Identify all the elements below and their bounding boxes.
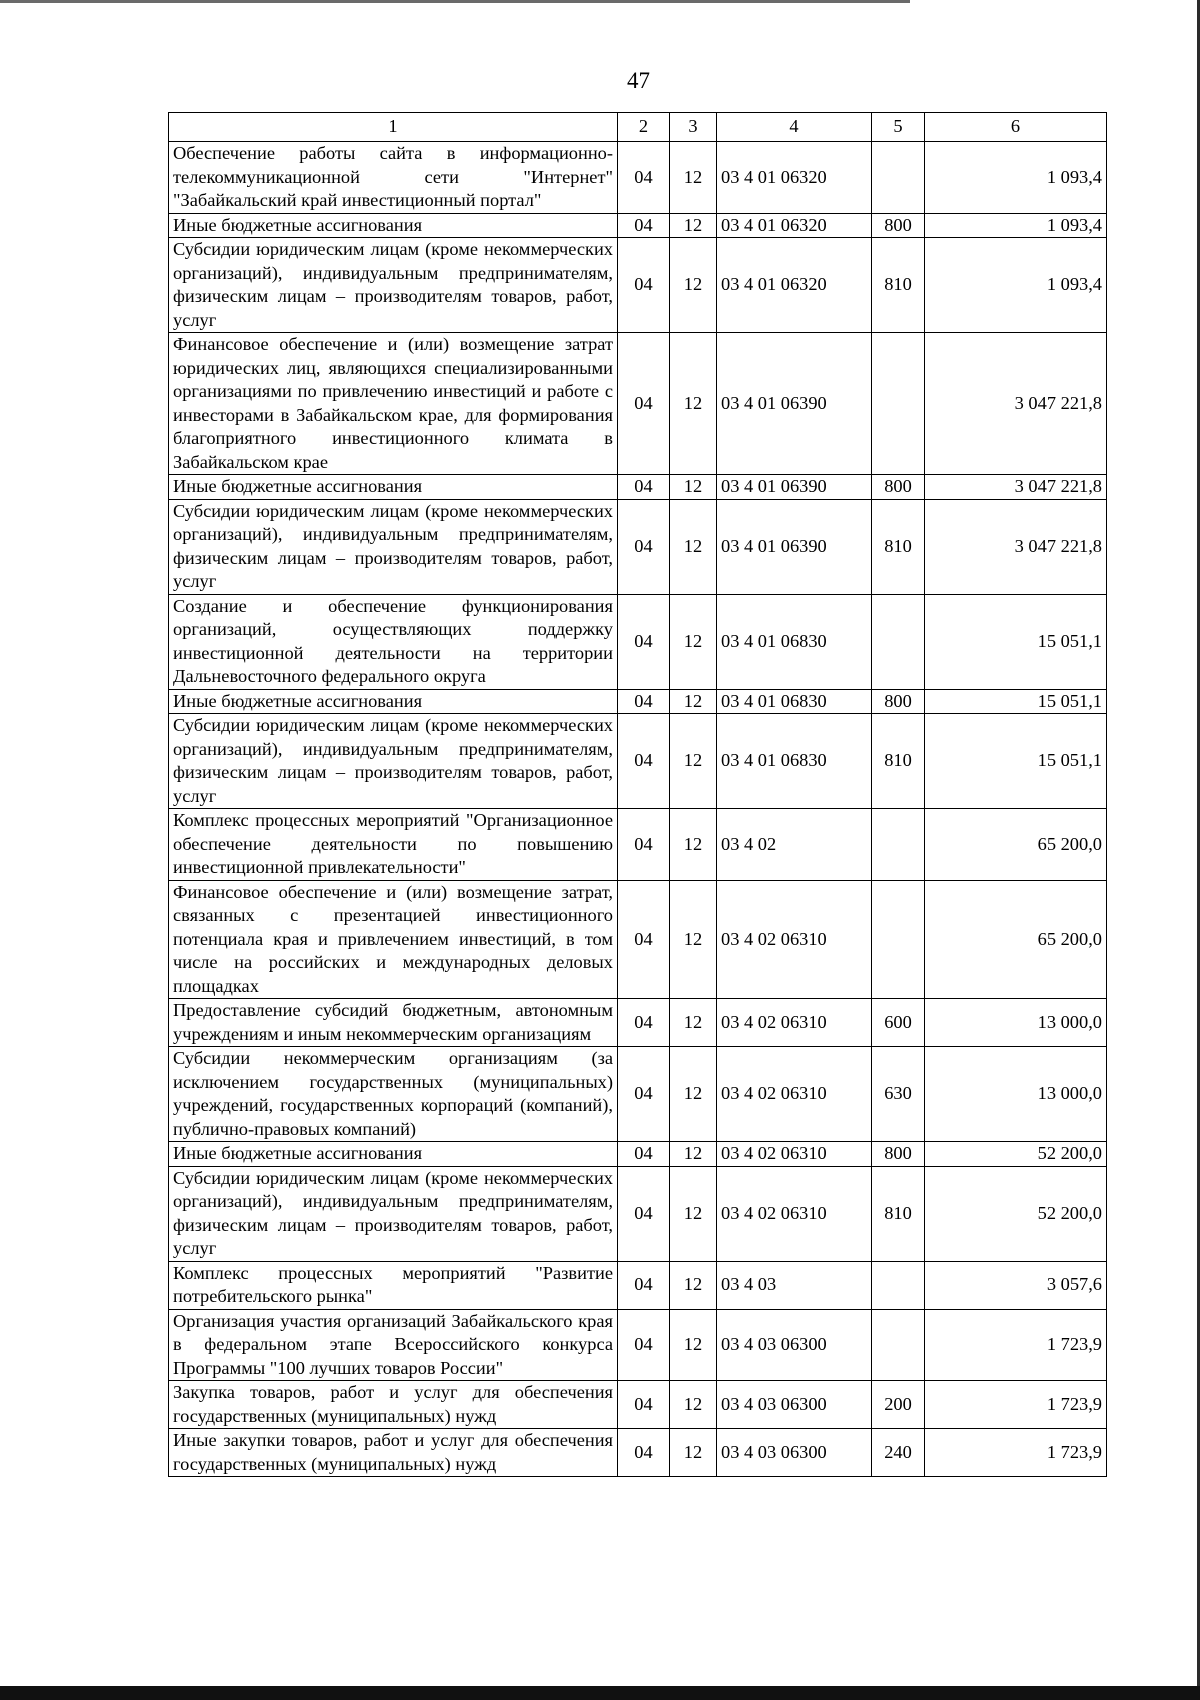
row-name: Финансовое обеспечение и (или) возмещение затрат, связанных с презентацией инвестиционного потенциала края и привлечением инвестиций, в том числе на российских и международных деловых площадках [169, 880, 618, 999]
row-amount: 52 200,0 [925, 1142, 1107, 1167]
row-expense-type: 800 [872, 689, 925, 714]
row-name: Субсидии юридическим лицам (кроме некоммерческих организаций), индивидуальным предпринимателям, физическим лицам – производителям товаров, работ, услуг [169, 499, 618, 594]
row-expense-type: 600 [872, 999, 925, 1047]
row-subsection-code: 12 [670, 1309, 717, 1381]
table-row [169, 213, 1107, 238]
row-section-code: 04 [618, 1429, 670, 1477]
row-expense-type: 800 [872, 213, 925, 238]
table-row [169, 689, 1107, 714]
table-row [169, 238, 1107, 333]
row-target-article: 03 4 01 06320 [717, 142, 872, 214]
row-amount: 52 200,0 [925, 1166, 1107, 1261]
row-expense-type [872, 1261, 925, 1309]
row-amount: 13 000,0 [925, 999, 1107, 1047]
table-row [169, 333, 1107, 475]
row-name: Создание и обеспечение функционирования организаций, осуществляющих поддержку инвестиционной деятельности на территории Дальневосточного федерального округа [169, 594, 618, 689]
header-row [169, 113, 1107, 142]
row-expense-type [872, 142, 925, 214]
row-subsection-code: 12 [670, 1381, 717, 1429]
row-amount: 3 047 221,8 [925, 333, 1107, 475]
table-row [169, 1166, 1107, 1261]
row-subsection-code: 12 [670, 880, 717, 999]
row-target-article: 03 4 01 06830 [717, 689, 872, 714]
scan-edge-top [0, 0, 910, 3]
row-section-code: 04 [618, 1309, 670, 1381]
row-subsection-code: 12 [670, 999, 717, 1047]
row-subsection-code: 12 [670, 1142, 717, 1167]
table-row [169, 880, 1107, 999]
row-subsection-code: 12 [670, 238, 717, 333]
row-expense-type: 810 [872, 714, 925, 809]
row-subsection-code: 12 [670, 689, 717, 714]
row-section-code: 04 [618, 714, 670, 809]
row-expense-type: 810 [872, 1166, 925, 1261]
row-target-article: 03 4 02 06310 [717, 1142, 872, 1167]
column-header: 3 [670, 113, 717, 142]
row-section-code: 04 [618, 809, 670, 881]
row-name: Комплекс процессных мероприятий "Развитие потребительского рынка" [169, 1261, 618, 1309]
row-expense-type: 240 [872, 1429, 925, 1477]
column-header: 6 [925, 113, 1107, 142]
row-target-article: 03 4 01 06830 [717, 714, 872, 809]
table-row [169, 1047, 1107, 1142]
row-target-article: 03 4 01 06320 [717, 213, 872, 238]
row-amount: 15 051,1 [925, 594, 1107, 689]
row-target-article: 03 4 01 06390 [717, 499, 872, 594]
row-expense-type [872, 809, 925, 881]
column-header: 5 [872, 113, 925, 142]
row-section-code: 04 [618, 499, 670, 594]
table-row [169, 1309, 1107, 1381]
row-amount: 1 093,4 [925, 213, 1107, 238]
table-row [169, 1142, 1107, 1167]
row-target-article: 03 4 02 06310 [717, 999, 872, 1047]
row-name: Организация участия организаций Забайкальского края в федеральном этапе Всероссийского конкурса Программы "100 лучших товаров России" [169, 1309, 618, 1381]
budget-table [168, 112, 1107, 1477]
row-expense-type [872, 333, 925, 475]
row-name: Субсидии юридическим лицам (кроме некоммерческих организаций), индивидуальным предпринимателям, физическим лицам – производителям товаров, работ, услуг [169, 1166, 618, 1261]
row-name: Субсидии некоммерческим организациям (за исключением государственных (муниципальных) учреждений, государственных корпораций (компаний), публично-правовых компаний) [169, 1047, 618, 1142]
column-header: 2 [618, 113, 670, 142]
page-number: 47 [627, 68, 650, 93]
row-section-code: 04 [618, 333, 670, 475]
row-subsection-code: 12 [670, 213, 717, 238]
row-name: Субсидии юридическим лицам (кроме некоммерческих организаций), индивидуальным предпринимателям, физическим лицам – производителям товаров, работ, услуг [169, 714, 618, 809]
table-row [169, 475, 1107, 500]
row-section-code: 04 [618, 1381, 670, 1429]
row-expense-type: 810 [872, 499, 925, 594]
row-name: Субсидии юридическим лицам (кроме некоммерческих организаций), индивидуальным предпринимателям, физическим лицам – производителям товаров, работ, услуг [169, 238, 618, 333]
row-section-code: 04 [618, 1261, 670, 1309]
row-target-article: 03 4 02 06310 [717, 880, 872, 999]
row-name: Иные закупки товаров, работ и услуг для обеспечения государственных (муниципальных) нужд [169, 1429, 618, 1477]
row-subsection-code: 12 [670, 475, 717, 500]
row-subsection-code: 12 [670, 142, 717, 214]
row-expense-type: 630 [872, 1047, 925, 1142]
table-row [169, 1261, 1107, 1309]
row-subsection-code: 12 [670, 1429, 717, 1477]
row-expense-type [872, 594, 925, 689]
row-amount: 1 723,9 [925, 1309, 1107, 1381]
row-target-article: 03 4 02 [717, 809, 872, 881]
row-expense-type [872, 880, 925, 999]
row-name: Иные бюджетные ассигнования [169, 689, 618, 714]
column-header: 4 [717, 113, 872, 142]
column-header: 1 [169, 113, 618, 142]
row-subsection-code: 12 [670, 499, 717, 594]
row-target-article: 03 4 01 06320 [717, 238, 872, 333]
row-expense-type: 800 [872, 475, 925, 500]
row-target-article: 03 4 01 06390 [717, 333, 872, 475]
row-name: Финансовое обеспечение и (или) возмещение затрат юридических лиц, являющихся специализированными организациями по привлечению инвестиций и работе с инвесторами в Забайкальском крае, для формирования благоприятного инвестиционного климата в Забайкальском крае [169, 333, 618, 475]
row-target-article: 03 4 03 06300 [717, 1429, 872, 1477]
row-target-article: 03 4 03 [717, 1261, 872, 1309]
row-name: Обеспечение работы сайта в информационно-телекоммуникационной сети "Интернет" "Забайкальский край инвестиционный портал" [169, 142, 618, 214]
row-target-article: 03 4 01 06390 [717, 475, 872, 500]
row-target-article: 03 4 02 06310 [717, 1166, 872, 1261]
row-section-code: 04 [618, 689, 670, 714]
row-amount: 3 047 221,8 [925, 475, 1107, 500]
row-amount: 1 093,4 [925, 238, 1107, 333]
row-name: Предоставление субсидий бюджетным, автономным учреждениям и иным некоммерческим организациям [169, 999, 618, 1047]
row-name: Иные бюджетные ассигнования [169, 475, 618, 500]
row-amount: 1 093,4 [925, 142, 1107, 214]
row-section-code: 04 [618, 213, 670, 238]
row-amount: 65 200,0 [925, 809, 1107, 881]
row-amount: 3 057,6 [925, 1261, 1107, 1309]
table-row [169, 1381, 1107, 1429]
row-section-code: 04 [618, 1166, 670, 1261]
row-amount: 15 051,1 [925, 714, 1107, 809]
row-expense-type [872, 1309, 925, 1381]
row-section-code: 04 [618, 594, 670, 689]
row-amount: 1 723,9 [925, 1429, 1107, 1477]
row-amount: 13 000,0 [925, 1047, 1107, 1142]
row-expense-type: 810 [872, 238, 925, 333]
table-row [169, 1429, 1107, 1477]
row-section-code: 04 [618, 880, 670, 999]
row-name: Комплекс процессных мероприятий "Организационное обеспечение деятельности по повышению инвестиционной привлекательности" [169, 809, 618, 881]
row-name: Закупка товаров, работ и услуг для обеспечения государственных (муниципальных) нужд [169, 1381, 618, 1429]
row-subsection-code: 12 [670, 594, 717, 689]
row-subsection-code: 12 [670, 1261, 717, 1309]
row-target-article: 03 4 03 06300 [717, 1309, 872, 1381]
row-target-article: 03 4 03 06300 [717, 1381, 872, 1429]
row-section-code: 04 [618, 238, 670, 333]
scan-edge-bottom [0, 1686, 1200, 1700]
row-section-code: 04 [618, 142, 670, 214]
row-amount: 65 200,0 [925, 880, 1107, 999]
row-amount: 1 723,9 [925, 1381, 1107, 1429]
row-subsection-code: 12 [670, 809, 717, 881]
row-subsection-code: 12 [670, 1047, 717, 1142]
table-row [169, 999, 1107, 1047]
row-expense-type: 800 [872, 1142, 925, 1167]
row-subsection-code: 12 [670, 333, 717, 475]
row-name: Иные бюджетные ассигнования [169, 1142, 618, 1167]
table-row [169, 142, 1107, 214]
row-target-article: 03 4 02 06310 [717, 1047, 872, 1142]
row-expense-type: 200 [872, 1381, 925, 1429]
row-target-article: 03 4 01 06830 [717, 594, 872, 689]
row-amount: 15 051,1 [925, 689, 1107, 714]
row-section-code: 04 [618, 999, 670, 1047]
row-section-code: 04 [618, 1142, 670, 1167]
table-row [169, 714, 1107, 809]
row-section-code: 04 [618, 1047, 670, 1142]
row-name: Иные бюджетные ассигнования [169, 213, 618, 238]
table-body [169, 142, 1107, 1477]
row-section-code: 04 [618, 475, 670, 500]
table-row [169, 499, 1107, 594]
row-subsection-code: 12 [670, 714, 717, 809]
table-row [169, 594, 1107, 689]
row-amount: 3 047 221,8 [925, 499, 1107, 594]
table-row [169, 809, 1107, 881]
row-subsection-code: 12 [670, 1166, 717, 1261]
